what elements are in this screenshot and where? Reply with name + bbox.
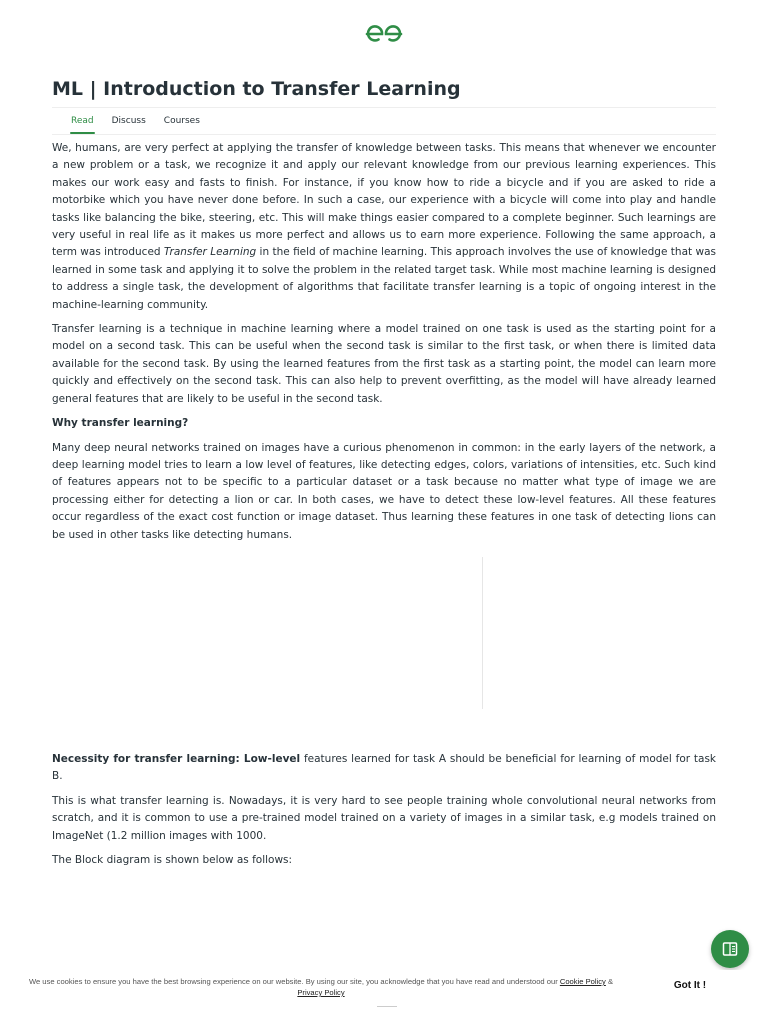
image-divider bbox=[482, 557, 483, 709]
paragraph-block-diagram: The Block diagram is shown below as follows: bbox=[52, 853, 293, 866]
accept-cookies-button[interactable]: Got It ! bbox=[664, 978, 716, 992]
article-image-placeholder bbox=[52, 551, 716, 751]
paragraph-intro-text-continued: in the field of machine learning. This approach involves the use of knowledge that was learned in some task and applying it to solve the problem in the related target task. While most machine learning is designed to address a single task, the development of algorithms that facilitate transfer learning is a topic of ongoing interest in the machine-learning community. bbox=[52, 246, 716, 311]
paragraph-necessity bbox=[52, 751, 716, 786]
cookie-policy-link[interactable]: Cookie Policy bbox=[559, 977, 606, 986]
paragraph-pretrained: This is what transfer learning is. Nowadays, it is very hard to see people training whole convolutional neural networks from scratch, and it is common to use a pre-trained model trained on a variety of images in a similar task, e.g models trained on ImageNet (1.2 million images with 1000. bbox=[52, 794, 716, 842]
paragraph-intro bbox=[52, 140, 716, 314]
article-tabs bbox=[52, 107, 716, 135]
necessity-text: features learned for task A should be beneficial for learning of model for task B. bbox=[52, 752, 716, 783]
cookie-message-text: We use cookies to ensure you have the best browsing experience on our website. By using our site, you acknowledge that you have read and understood our bbox=[28, 977, 560, 986]
cookie-banner bbox=[0, 970, 768, 1024]
cookie-amp: & bbox=[605, 977, 614, 986]
site-header bbox=[0, 0, 768, 64]
gfg-logo-icon[interactable] bbox=[364, 22, 404, 42]
paragraph-intro-text: We, humans, are very perfect at applying the transfer of knowledge between tasks. This means that whenever we encounter a new problem or a task, we recognize it and apply our relevant knowledge from our previous learning experiences. This makes our work easy and fasts to finish. For instance, if you know how to ride a bicycle and if you are asked to ride a motorbike which you have never done before. In such a case, our experience with a bicycle will come into play and handle tasks like balancing the bike, steering, etc. This will make things easier compared to a complete beginner. Such learnings are very useful in real life as it makes us more perfect and allows us to earn more experience. Following the same approach, a term was introduced bbox=[52, 142, 716, 259]
cookie-banner-handle bbox=[377, 1006, 397, 1007]
heading-why-transfer-learning: Why transfer learning? bbox=[52, 417, 189, 430]
tab-discuss[interactable]: Discuss bbox=[111, 116, 146, 126]
transfer-learning-emphasis: Transfer Learning bbox=[163, 246, 257, 259]
tab-read[interactable]: Read bbox=[62, 108, 103, 134]
privacy-policy-link[interactable]: Privacy Policy bbox=[297, 988, 345, 997]
tab-courses[interactable]: Courses bbox=[163, 116, 200, 126]
cookie-message bbox=[18, 976, 624, 998]
paragraph-why: Many deep neural networks trained on images have a curious phenomenon in common: in the early layers of the network, a deep learning model tries to learn a low level of features, like detecting edges, colors, variations of intensities, etc. Such kind of features appears not to be specific to a particular dataset or a task because no matter what type of image we are processing either for detecting a lion or car. In both cases, we have to detect these low-level features. All these features occur regardless of the exact cost function or image dataset. Thus learning these features in one task of detecting lions can be used in other tasks like detecting humans. bbox=[52, 441, 716, 541]
book-open-icon bbox=[721, 940, 739, 958]
article-body bbox=[52, 140, 716, 876]
paragraph-definition: Transfer learning is a technique in machine learning where a model trained on one task is used as the starting point for a model on a second task. This can be useful when the second task is similar to the first task, or when there is limited data available for the second task. By using the learned features from the first task as a starting point, the model can learn more quickly and effectively on the second task. This can also help to prevent overfitting, as the model will have already learned general features that are likely to be useful in the second task. bbox=[52, 323, 716, 405]
article-title: ML | Introduction to Transfer Learning bbox=[52, 78, 461, 100]
necessity-bold: Necessity for transfer learning: Low-level bbox=[52, 752, 301, 765]
reading-mode-button[interactable] bbox=[711, 930, 749, 968]
